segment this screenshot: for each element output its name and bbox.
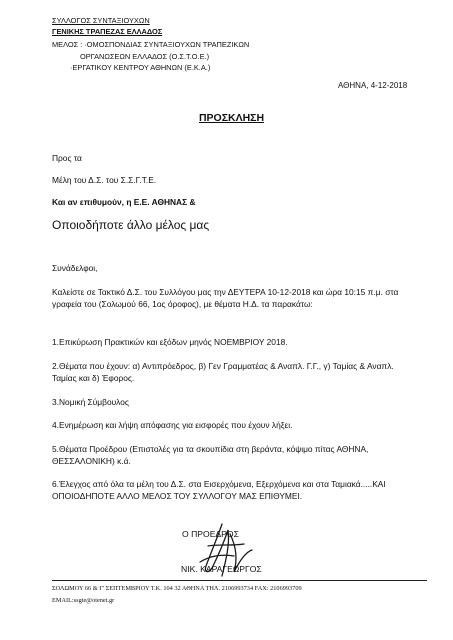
agenda-item-4: 4.Ενημέρωση και λήψη απόφασης για εισφορές που έχουν λήξει. <box>52 420 293 430</box>
org-subtitle: ΓΕΝΙΚΗΣ ΤΡΑΠΕΖΑΣ ΕΛΛΑΔΟΣ <box>52 27 163 36</box>
greeting: Συνάδελφοι, <box>52 263 98 273</box>
place-date: ΑΘΗΝΑ, 4-12-2018 <box>338 81 408 90</box>
member-line-3: ·ΕΡΓΑΤΙΚΟΥ ΚΕΝΤΡΟΥ ΑΘΗΝΩΝ (Ε.Κ.Α.) <box>70 63 211 72</box>
signature-role: Ο ΠΡΟΕΔΡΟΣ <box>182 529 239 539</box>
document-title: ΠΡΟΣΚΛΗΣΗ <box>198 112 265 124</box>
agenda-item-2: 2.Θέματα που έχουν: α) Αντιπρόεδρος, β) Γεν Γραμματέας & Αναπλ. Γ.Γ., γ) Ταμίας & Αναπλ. Ταμίας και δ) Έφορος. <box>52 361 394 383</box>
footer-rule <box>52 580 427 581</box>
member-line-1: ΜΕΛΟΣ : ·ΟΜΟΣΠΟΝΔΙΑΣ ΣΥΝΤΑΞΙΟΥΧΩΝ ΤΡΑΠΕΖΙΚΩΝ <box>52 40 250 49</box>
member-line-2: ΟΡΓΑΝΩΣΕΩΝ ΕΛΛΑΔΟΣ (Ο.Σ.Τ.Ο.Ε.) <box>80 52 210 61</box>
agenda-item-3: 3.Νομική Σύμβουλος <box>52 397 129 407</box>
org-name: ΣΥΛΛΟΓΟΣ ΣΥΝΤΑΞΙΟΥΧΩΝ <box>52 16 150 25</box>
signature-name: ΝΙΚ. ΚΑΡΑΓΕΩΡΓΟΣ <box>181 564 262 574</box>
agenda-item-6: 6.Έλεγχος από όλα τα μέλη του Δ.Σ. στα Εισερχόμενα, Εξερχόμενα και στα Ταμιακά.....ΚΑΙ ΟΠΟΙΟΔΗΠΟΤΕ ΑΛΛΟ ΜΕΛΟΣ ΤΟΥ ΣΥΛΛΟΓΟΥ ΜΑΣ ΕΠΙΘΥΜΕΙ. <box>52 479 386 501</box>
agenda-item-5: 5.Θέματα Προέδρου (Επιστολές για τα σκουπίδια στη βεράντα, κόψιμο πίτας ΑΘΗΝΑ, ΘΕΣΣΑΛΟΝΙΚΗ) κ.ά. <box>52 444 369 466</box>
footer-address: ΣΟΛΩΜΟΥ 66 & Γ' ΣΕΠΤΕΜΒΡΙΟΥ Τ.Κ. 104 32 ΑΘΗΝΑ ΤΗΛ. 2106993734 FAX: 2106993709 <box>52 585 302 592</box>
footer-email: EMAIL:ssgte@otenet.gr <box>52 597 115 604</box>
recipient-also: Και αν επιθυμούν, η Ε.Ε. ΑΘΗΝΑΣ & <box>52 197 196 207</box>
intro-paragraph: Καλείστε σε Τακτικό Δ.Σ. του Συλλόγου μας την ΔΕΥΤΕΡΑ 10-12-2018 και ώρα 10:15 π.μ. στα γραφεία του (Σολωμού 66, 1ος όροφος), με θέματα Η.Δ. τα παρακάτω: <box>52 287 399 309</box>
recipient-to: Προς τα <box>52 153 82 163</box>
agenda-item-1: 1.Επικύρωση Πρακτικών και εξόδων μηνός ΝΟΕΜΒΡΙΟΥ 2018. <box>52 337 288 347</box>
recipient-members: Μέλη του Δ.Σ. του Σ.Σ.Γ.Τ.Ε. <box>52 175 157 185</box>
recipient-anyone: Οποιοδήποτε άλλο μέλος μας <box>52 218 210 232</box>
